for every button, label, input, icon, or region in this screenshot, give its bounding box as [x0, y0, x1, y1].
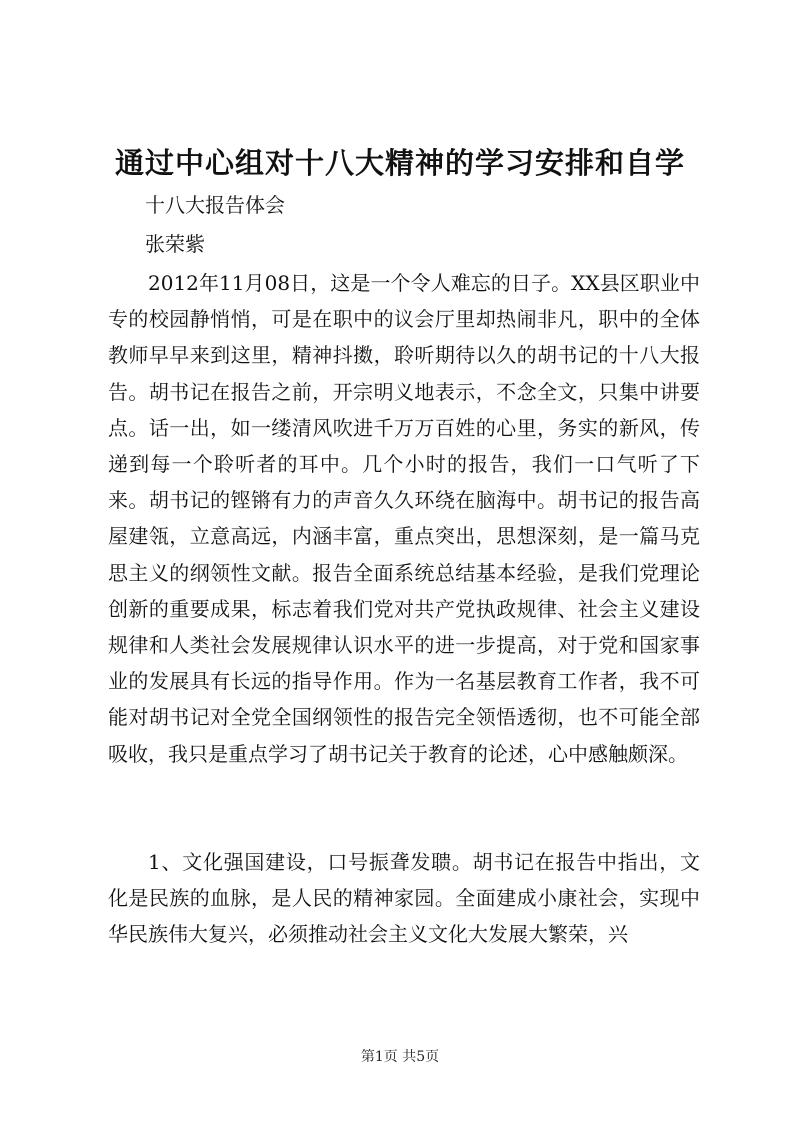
- page-number-footer: 第1页 共5页: [360, 1049, 440, 1065]
- body-paragraph-1: 2012年11月08日，这是一个令人难忘的日子。XX县区职业中专的校园静悄悄，可是在职中的议会厅里却热闹非凡，职中的全体教师早早来到这里，精神抖擞，聆听期待以久的胡书记的十八大报告。胡书记在报告之前，开宗明义地表示，不念全文，只集中讲要点。话一出，如一缕清风吹进千万万百姓的心里，务实的新风，传递到每一个聆听者的耳中。几个小时的报告，我们一口气听了下来。胡书记的铿锵有力的声音久久环绕在脑海中。胡书记的报告高屋建瓴，立意高远，内涵丰富，重点突出，思想深刻，是一篇马克思主义的纲领性文献。报告全面系统总结基本经验，是我们党理论创新的重要成果，标志着我们党对共产党执政规律、社会主义建设规律和人类社会发展规律认识水平的进一步提高，对于党和国家事业的发展具有长远的指导作用。作为一名基层教育工作者，我不可能对胡书记对全党全国纲领性的报告完全领悟透彻，也不可能全部吸收，我只是重点学习了胡书记关于教育的论述，心中感触颇深。: [108, 271, 700, 766]
- body-paragraph-2: 1、文化强国建设，口号振聋发聩。胡书记在报告中指出，文化是民族的血脉，是人民的精神家园。全面建成小康社会，实现中华民族伟大复兴，必须推动社会主义文化大发展大繁荣，兴: [108, 850, 700, 947]
- document-author: 张荣紫: [145, 232, 205, 256]
- document-title: 通过中心组对十八大精神的学习安排和自学: [114, 146, 685, 180]
- document-subtitle: 十八大报告体会: [145, 193, 285, 217]
